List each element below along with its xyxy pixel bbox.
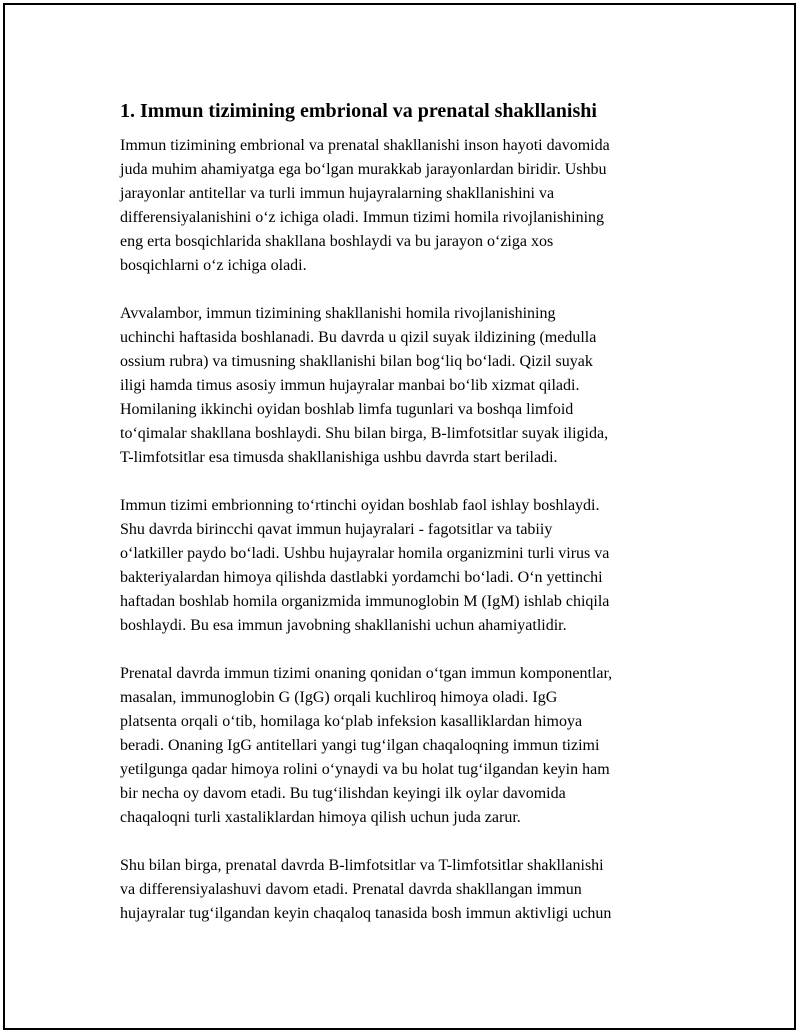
text-line: va differensiyalashuvi davom etadi. Prenatal davrda shakllangan immun <box>120 881 582 898</box>
text-line: hujayralar tug‘ilgandan keyin chaqaloq tanasida bosh immun aktivligi uchun <box>120 905 612 922</box>
text-line: Shu bilan birga, prenatal davrda B-limfotsitlar va T-limfotsitlar shakllanishi <box>120 857 604 874</box>
text-line: chaqaloqni turli xastaliklardan himoya qilish uchun juda zarur. <box>120 809 521 826</box>
paragraph-1 <box>120 134 695 278</box>
text-line: o‘latkiller paydo bo‘ladi. Ushbu hujayralar homila organizmini turli virus va <box>120 545 610 562</box>
text-line: jarayonlar antitellar va turli immun hujayralarning shakllanishini va <box>120 185 555 202</box>
text-line: Homilaning ikkinchi oyidan boshlab limfa tugunlari va boshqa limfoid <box>120 401 574 418</box>
text-line: bir necha oy davom etadi. Bu tug‘ilishdan keyingi ilk oylar davomida <box>120 785 566 802</box>
text-line: platsenta orqali o‘tib, homilaga ko‘plab infeksion kasalliklardan himoya <box>120 713 583 730</box>
text-line: T-limfotsitlar esa timusda shakllanishiga ushbu davrda start beriladi. <box>120 449 558 466</box>
text-line: Shu davrda birincchi qavat immun hujayralari - fagotsitlar va tabiiy <box>120 521 553 538</box>
text-line: beradi. Onaning IgG antitellari yangi tug‘ilgan chaqaloqning immun tizimi <box>120 737 600 754</box>
text-line: Immun tizimi embrionning to‘rtinchi oyidan boshlab faol ishlay boshlaydi. <box>120 497 600 514</box>
text-line: haftadan boshlab homila organizmida immunoglobin M (IgM) ishlab chiqila <box>120 593 610 610</box>
text-line: eng erta bosqichlarida shakllana boshlaydi va bu jarayon o‘ziga xos <box>120 233 554 250</box>
text-line: boshlaydi. Bu esa immun javobning shakllanishi uchun ahamiyatlidir. <box>120 617 567 634</box>
text-line: yetilgunga qadar himoya rolini o‘ynaydi va bu holat tug‘ilgandan keyin ham <box>120 761 610 778</box>
paragraph-5 <box>120 854 695 926</box>
section-heading: 1. Immun tizimining embrional va prenatal shakllanishi <box>120 100 597 122</box>
paragraph-3 <box>120 494 695 638</box>
text-line: juda muhim ahamiyatga ega bo‘lgan murakkab jarayonlardan biridir. Ushbu <box>120 161 607 178</box>
text-line: differensiyalanishini o‘z ichiga oladi. Immun tizimi homila rivojlanishining <box>120 209 605 226</box>
text-line: Avvalambor, immun tizimining shakllanishi homila rivojlanishining <box>120 305 556 322</box>
text-line: ossium rubra) va timusning shakllanishi bilan bog‘liq bo‘ladi. Qizil suyak <box>120 353 593 370</box>
text-line: Immun tizimining embrional va prenatal shakllanishi inson hayoti davomida <box>120 137 610 154</box>
text-line: bosqichlarni o‘z ichiga oladi. <box>120 257 307 274</box>
text-line: masalan, immunoglobin G (IgG) orqali kuchliroq himoya oladi. IgG <box>120 689 558 706</box>
page-frame <box>3 3 796 1030</box>
text-line: bakteriyalardan himoya qilishda dastlabki yordamchi bo‘ladi. O‘n yettinchi <box>120 569 603 586</box>
text-line: iligi hamda timus asosiy immun hujayralar manbai bo‘lib xizmat qiladi. <box>120 377 580 394</box>
text-line: to‘qimalar shakllana boshlaydi. Shu bilan birga, B-limfotsitlar suyak iligida, <box>120 425 609 442</box>
text-line: uchinchi haftasida boshlanadi. Bu davrda u qizil suyak ildizining (medulla <box>120 329 597 346</box>
text-line: Prenatal davrda immun tizimi onaning qonidan o‘tgan immun komponentlar, <box>120 665 613 682</box>
document-body <box>120 97 695 950</box>
paragraph-4 <box>120 662 695 830</box>
paragraph-2 <box>120 302 695 470</box>
